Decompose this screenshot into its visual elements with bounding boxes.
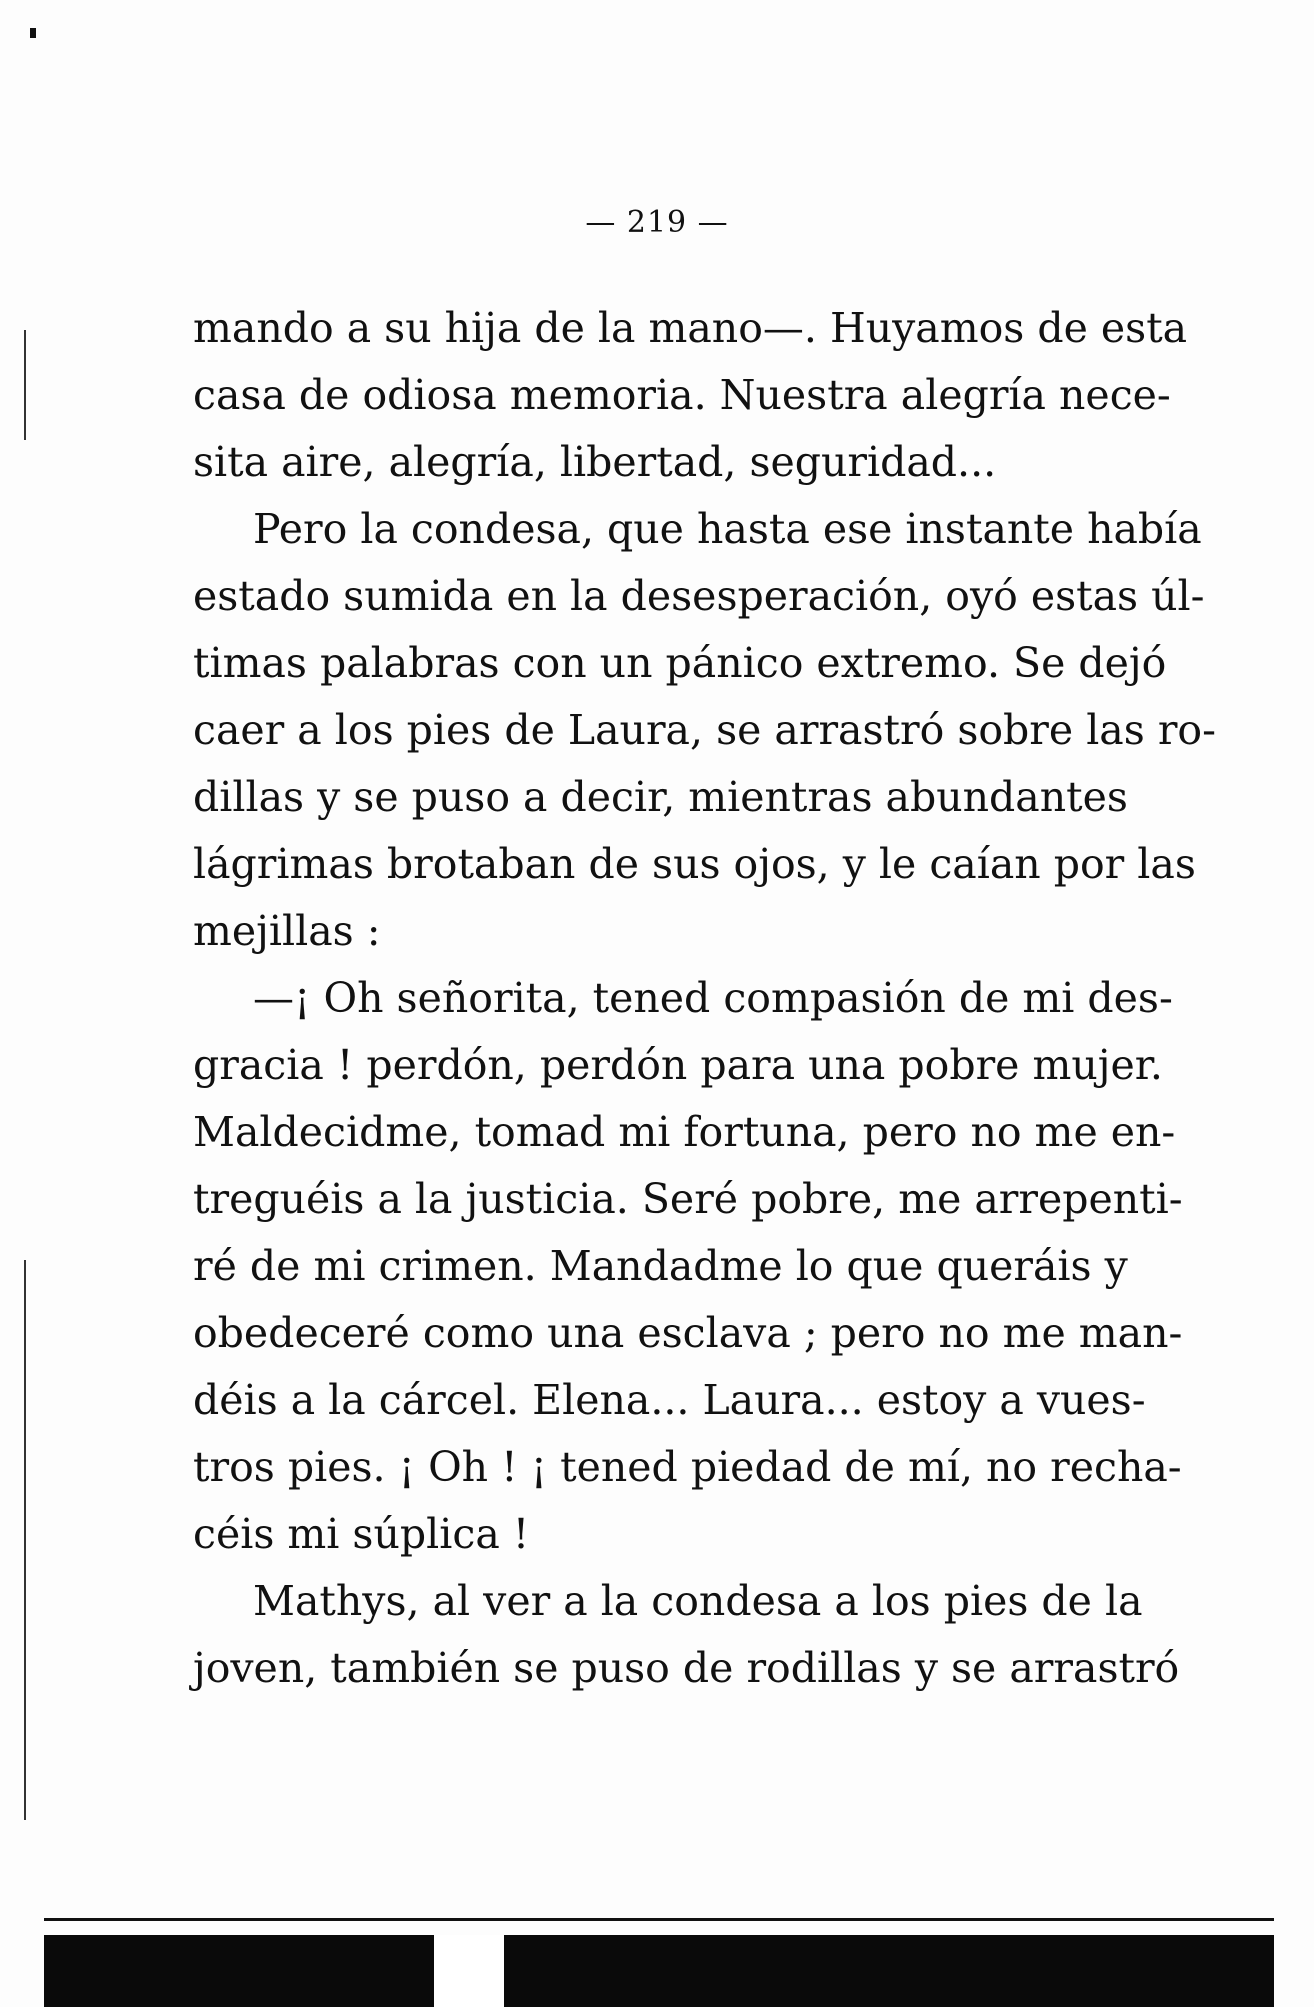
scan-gutter-line (24, 330, 26, 440)
text-line: ré de mi crimen. Mandadme lo que queráis y (193, 1242, 1128, 1290)
body-text (193, 295, 1216, 1702)
scan-gutter-line (24, 1260, 26, 1820)
text-line: tros pies. ¡ Oh ! ¡ tened piedad de mí, no recha- (193, 1443, 1182, 1491)
text-line: sita aire, alegría, libertad, seguridad... (193, 438, 997, 486)
text-line: joven, también se puso de rodillas y se arrastró (193, 1644, 1180, 1692)
text-line: Mathys, al ver a la condesa a los pies de la (253, 1577, 1143, 1625)
page-number: — 219 — (585, 205, 729, 240)
text-line: casa de odiosa memoria. Nuestra alegría nece- (193, 371, 1171, 419)
text-line: mando a su hija de la mano—. Huyamos de esta (193, 304, 1188, 352)
text-line: céis mi súplica ! (193, 1510, 530, 1558)
text-line: obedeceré como una esclava ; pero no me man- (193, 1309, 1183, 1357)
scan-corner-mark (30, 28, 36, 38)
text-line: lágrimas brotaban de sus ojos, y le caían por las (193, 840, 1196, 888)
scan-bottom-gap (434, 1935, 504, 2007)
text-line: déis a la cárcel. Elena... Laura... estoy a vues- (193, 1376, 1146, 1424)
text-line: —¡ Oh señorita, tened compasión de mi des- (253, 974, 1173, 1022)
scan-bottom-rule (44, 1918, 1274, 1921)
text-line: mejillas : (193, 907, 381, 955)
scan-bottom-band (44, 1935, 434, 2007)
text-line: estado sumida en la desesperación, oyó estas úl- (193, 572, 1205, 620)
text-line: gracia ! perdón, perdón para una pobre mujer. (193, 1041, 1163, 1089)
text-line: timas palabras con un pánico extremo. Se dejó (193, 639, 1167, 687)
scan-bottom-band (504, 1935, 1274, 2007)
text-line: dillas y se puso a decir, mientras abundantes (193, 773, 1128, 821)
text-line: Maldecidme, tomad mi fortuna, pero no me en- (193, 1108, 1176, 1156)
text-line: treguéis a la justicia. Seré pobre, me arrepenti- (193, 1175, 1183, 1223)
text-line: Pero la condesa, que hasta ese instante había (253, 505, 1202, 553)
text-line: caer a los pies de Laura, se arrastró sobre las ro- (193, 706, 1216, 754)
